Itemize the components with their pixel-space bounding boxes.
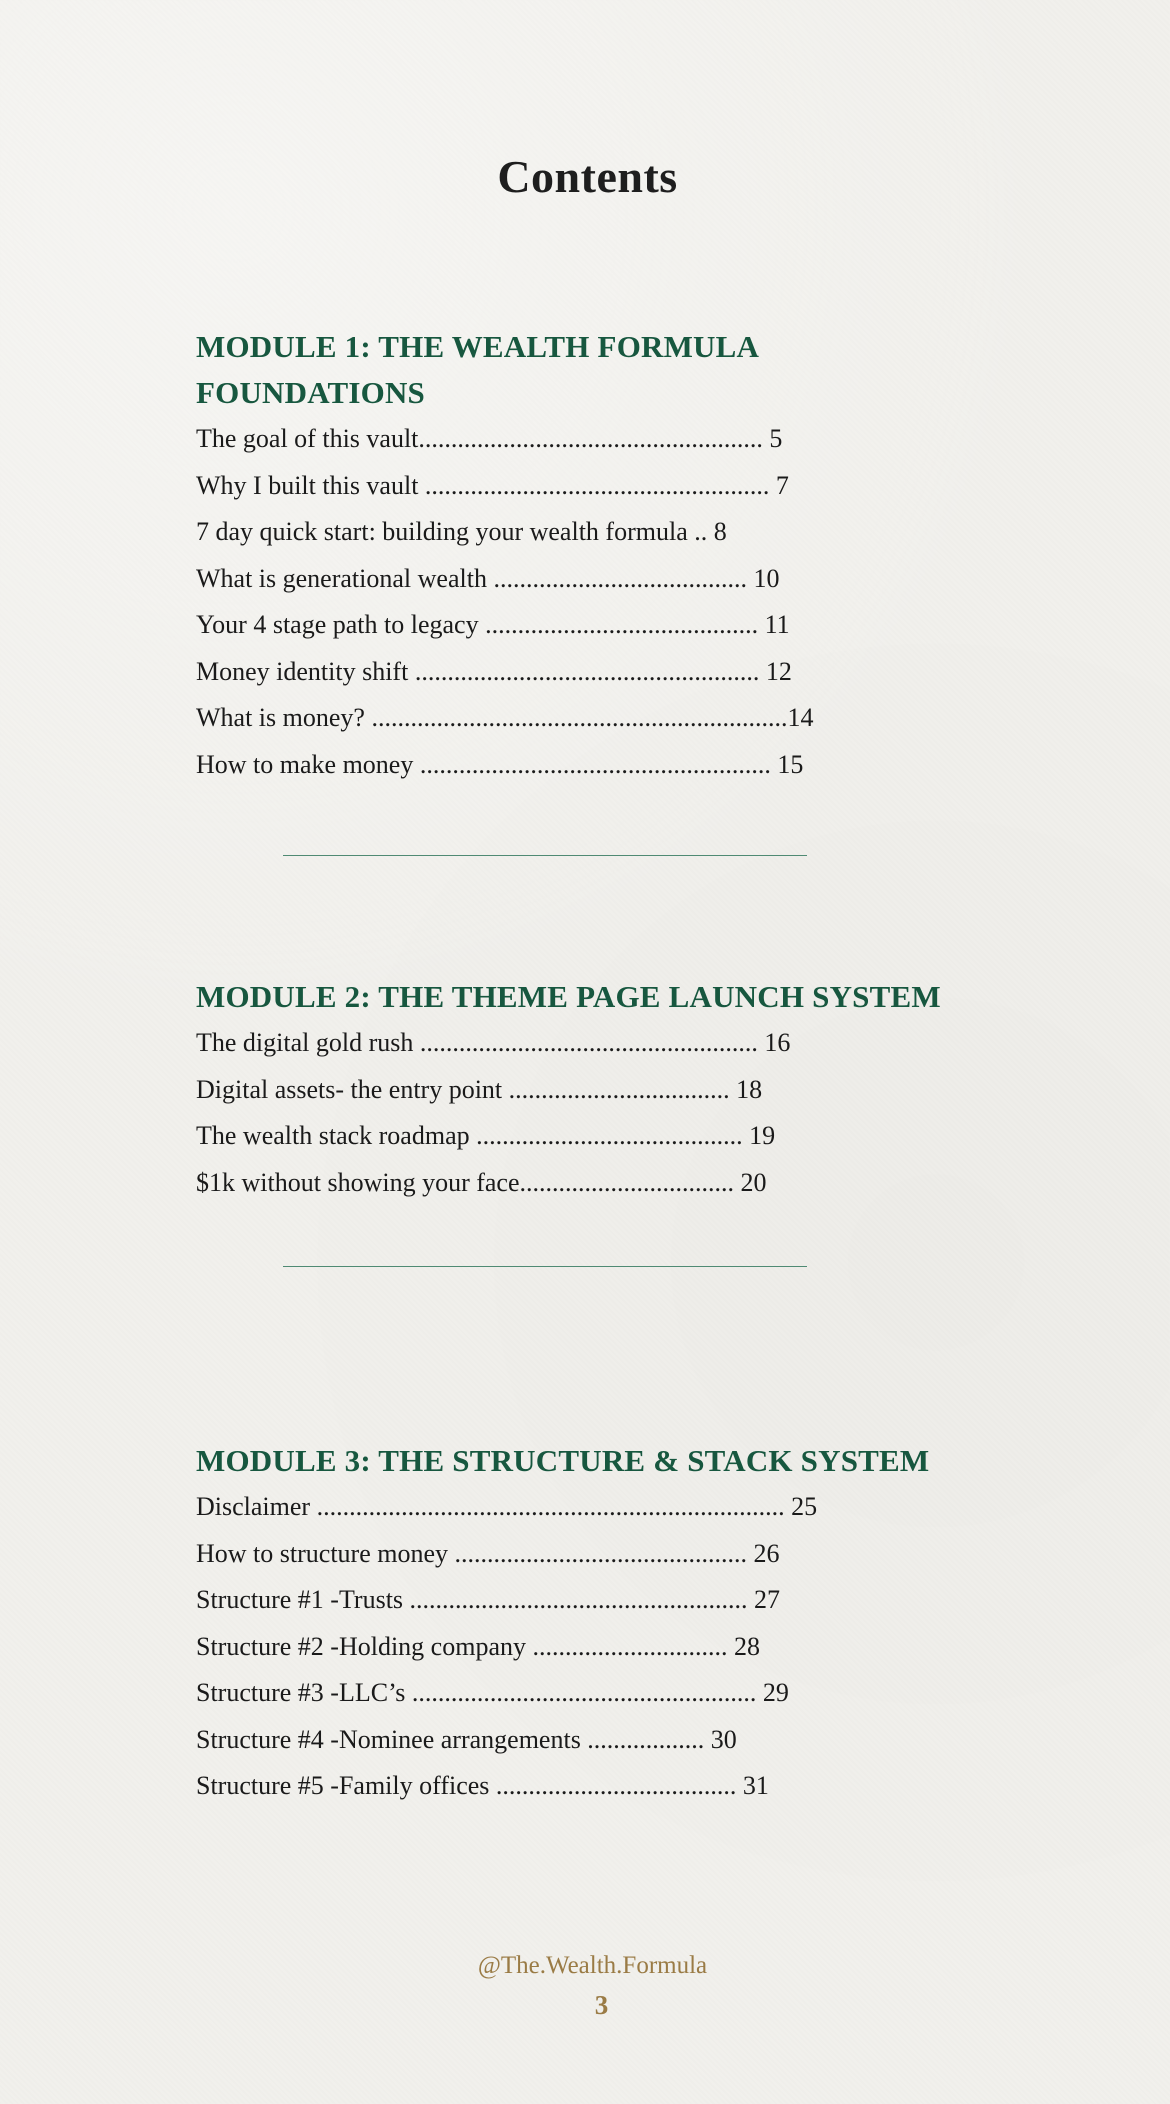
- toc-entry: The goal of this vault..................................................... 5: [196, 424, 783, 453]
- toc-entry: The wealth stack roadmap ......................................... 19: [196, 1121, 776, 1150]
- section-divider: [283, 855, 807, 856]
- module-2-section: [196, 974, 941, 1206]
- page-title: Contents: [497, 151, 678, 202]
- toc-entry: Disclaimer ........................................................................ 25: [196, 1492, 818, 1521]
- toc-entry: Structure #3 -LLC’s ..................................................... 29: [196, 1678, 789, 1707]
- toc-entry: The digital gold rush .................................................... 16: [196, 1028, 791, 1057]
- section-divider: [283, 1266, 807, 1267]
- toc-entry: Structure #5 -Family offices ..................................... 31: [196, 1771, 769, 1800]
- toc-entry: What is money? ................................................................14: [196, 703, 814, 732]
- toc-entry: Money identity shift ..................................................... 12: [196, 656, 792, 686]
- toc-entry: How to make money ...................................................... 15: [196, 749, 804, 779]
- module-2-heading: MODULE 2: THE THEME PAGE LAUNCH SYSTEM: [196, 979, 941, 1014]
- module-3-entries: [196, 1484, 929, 1810]
- module-1-section: [196, 324, 836, 788]
- module-3-heading: MODULE 3: THE STRUCTURE & STACK SYSTEM: [196, 1443, 930, 1478]
- toc-entry: $1k without showing your face................................. 20: [196, 1167, 767, 1197]
- toc-entry: Structure #4 -Nominee arrangements .................. 30: [196, 1724, 737, 1754]
- module-1-heading: MODULE 1: THE WEALTH FORMULA FOUNDATIONS: [196, 329, 758, 410]
- toc-entry: Structure #1 -Trusts .................................................... 27: [196, 1585, 781, 1614]
- toc-entry: Your 4 stage path to legacy .......................................... 11: [196, 610, 790, 639]
- toc-entry: How to structure money ............................................. 26: [196, 1538, 780, 1568]
- toc-entry: Structure #2 -Holding company .............................. 28: [196, 1631, 760, 1661]
- page-number: 3: [594, 1990, 609, 2020]
- toc-entry: Digital assets- the entry point .................................. 18: [196, 1074, 763, 1104]
- module-2-entries: [196, 1020, 941, 1206]
- toc-entry: Why I built this vault ..................................................... 7: [196, 470, 789, 500]
- module-1-entries: [196, 416, 836, 788]
- footer-handle: @The.Wealth.Formula: [477, 1952, 708, 1979]
- module-3-section: [196, 1438, 929, 1810]
- toc-entry: 7 day quick start: building your wealth formula .. 8: [196, 517, 727, 546]
- toc-entry: What is generational wealth ....................................... 10: [196, 563, 780, 593]
